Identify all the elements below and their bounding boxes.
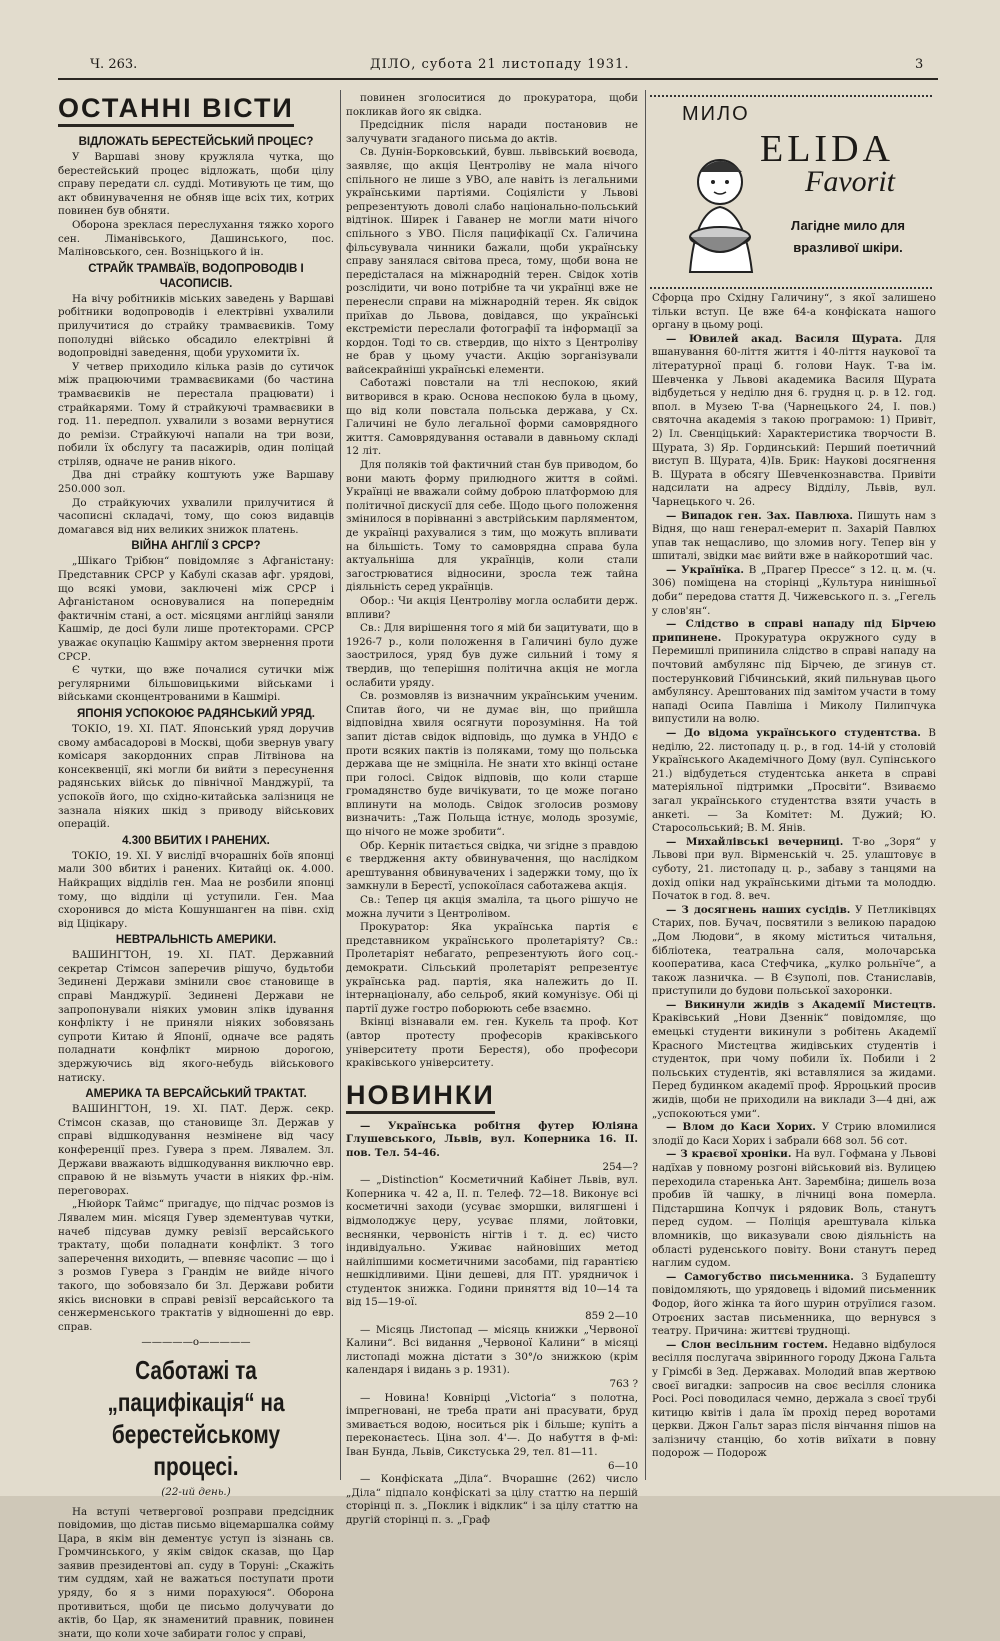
news-lead: — Слон весільним гостем. bbox=[666, 1339, 828, 1351]
news-lead: — Самогубство письменника. bbox=[666, 1271, 854, 1283]
masthead-date: ДІЛО, субота 21 листопаду 1931. bbox=[370, 57, 629, 72]
news-lead: — З досягнень наших сусідів. bbox=[666, 904, 850, 916]
news-text: Для вшанування 60-ліття життя і 40-ліття наукової та літературної праці б. голови Наук. Т-ва ім. Шевченка у Львові академика Василя Щурата відбудеться у неділю дня 6. грудня ц. р. в 12. год. впол. в Музею Т-ва (Чарнецького 24, І. пов.) святочна академія з такою програмою: 1) Привіт, 2) Іл. Свенціцький: Характеристика творчости В. Щурата, 3) Яр. Гординський: Перший поетичний виступ В. Щурата, 4)Ів. Брик: Наукові досягнення В. Щурата в обсягу Шевченкознавства. Привіти надсилати на адресу Відділу, Львів, вул. Чарнецького ч. 26. bbox=[652, 333, 936, 508]
notice-number: 859 2—10 bbox=[346, 1310, 638, 1324]
header-rule bbox=[58, 78, 938, 80]
article-paragraph: Св. Дунін-Борковський, бувш. львівський воєвода, заявляє, що акція Центроліву не мала нічого спільного не лише з УВО, але навіть із легальними українськими партіями. Соціялісти у Львові репрезентують доволі слабо національно-польський відтінок. Ширек і Гаванер не могли мати нічого спільного з УВО. Після пацифікації Сх. Галичина фільсувувала чинники бажали, щоби українську справу занялася світова преса, тому, щоби вона не передісталася на міжнародній терен. Свідок хотів розслідити, чи воно потрібне та чи українці вже не перенесли справи на міжнародній терен. Як свідок приїхав до Львова, довідався, що українські екстремісти переслали фотографії та інформації за кордон. Тоді то св. ствердив, що ніхто з Центроліву не брав у цьому участи. Акцію зорганізували вайсекрайніші українські елементи. bbox=[346, 146, 638, 377]
news-lead: — До відома українського студентства. bbox=[666, 727, 921, 739]
article-paragraph: ТОКІО, 19. XI. У вислідї вчорашніх боїв японці мали 300 вбитих і ранених. Китайці ок. 4.000. Найкращих відділів ген. Маа не розбили японці тому, що відділи ці уступили. Ген. Маа схоронився до міста Кошуншанген на півн. схід від Ціцікару. bbox=[58, 850, 334, 932]
notice-item: — Новина! Ковнірці „Victoria“ з полотна, імпрегновані, не треба прати ані прасувати, бруд змивається водою, носиться рік і більше; купіть а переконаєтесь. Ціна зол. 4'—. До набуття в ф-мі: Іван Бунда, Львів, Сикстуська 29, тел. 81—11. bbox=[346, 1392, 638, 1460]
article-paragraph: „Шікаго Трібюн“ повідомляє з Афганістану: Представник СРСР у Кабулі сказав афг. урядові, що всякі умови, заключені між СРСР і Афганістаном основувалися на попереднім фактичнім стані, а ост. місяцями англійці заняли Кашмір, де досі були лише протекторами. СРСР уважає окупацію Кашміру актом звернення проти СРСР. bbox=[58, 555, 334, 664]
article-paragraph: ВАШИНГТОН, 19. XI. ПАТ. Держ. секр. Стімсон сказав, що становище Зл. Держав у справі відшкодування незмінене від часу конференції през. Гувера з прем. Лявалем. Зл. Держави вважають відшкодування виключно евр. справою й не візьмуть участи в ніяких фр.-нім. переговорах. bbox=[58, 1103, 334, 1198]
column-3 bbox=[652, 292, 936, 1482]
article-paragraph: Обор.: Чи акція Центроліву могла ослабити держ. впливи? bbox=[346, 595, 638, 622]
ad-tagline: Лагідне мило для вразливої шкіри. bbox=[778, 215, 918, 259]
article-paragraph: ТОКІО, 19. XI. ПАТ. Японський уряд доручив свому амбасадорові в Москві, щоби звернув увагу комісаря закордонних справ Літвінова на консеквенції, які могли би вийти з пересунення радянських військ до північної Манджурії, та успокоїв його, що східно-китайська залізниця не зазнала ніяких шкід з приводу військових операцій. bbox=[58, 723, 334, 832]
section-separator: —————o————— bbox=[58, 1336, 334, 1350]
news-text: На вул. Гофмана у Львові надїхав у повному розгоні військовий віз. Вулицею переходила старенька Ант. Зарембіна; дишель воза пробив їй чашку, в лічниці вона померла. Підстаршина Копчук і рядовик Воль, станутъ перед судом. — Поліція арештувала кілька вломників, що виказували свою діяльність на області руденського повіту. Вони станутъ перед наглим судом. bbox=[652, 1148, 936, 1269]
article-paragraph: Саботажі повстали на тлі неспокою, який витворився в краю. Основа неспокою була в цьому, що від коли повстала польська держава, у Сх. Галичині не було легальної форми самоврядного життя. Самоврядування оставали в давньому складі 12 літ. bbox=[346, 377, 638, 459]
notice-number: 763 ? bbox=[346, 1378, 638, 1392]
article-headline: ВІЙНА АНГЛІЇ З СРСР? bbox=[58, 539, 334, 554]
article-paragraph: У Варшаві знову кружляла чутка, що берестейський процес відложать, щоби цілу справу передати сл. судді. Мотивують це тим, що акт обвинувачення не обняв іще всіх тих, котрих повинен був обняти. bbox=[58, 151, 334, 219]
ad-brand: ELIDA bbox=[760, 127, 894, 171]
article-headline: 4.300 ВБИТИХ І РАНЕНИХ. bbox=[58, 834, 334, 849]
article-paragraph: „Нюйорк Таймс“ пригадує, що підчас розмов із Лявалем мин. місяця Гувер здементував чутки, начеб підсував думку ревізії версайського трактату, щоби поладнати конфлікт. З того заперечення виходить, — впевняє часопис — що і з розмов Гувера з Грандім не вийде нічого такого, що зобовязало би Зл. Держави робити якісь висновки в справі ревізії версайського та сенжерменського трактатів у відношенні до евр. справ. bbox=[58, 1198, 334, 1334]
article-paragraph: На вступі четвергової розправи предсідник повідомив, що дістав письмо віцемаршалка сойму Цара, в якім він дементує уступ із зізнань св. Громчинського, у якім свідок сказав, що Цар заявив президентові ап. суду в Торуні: „Скажіть тим суддям, хай не важаться поступати проти уряду, бо я з ними порахуюся“. Оборона противиться, щоби це письмо долучувати до актів, бо Цар, як знаменитий правник, повинен знати, що коли хоче забирати голос у справі, bbox=[58, 1506, 334, 1641]
article-headline: ЯПОНІЯ УСПОКОЮЄ РАДЯНСЬКИЙ УРЯД. bbox=[58, 707, 334, 722]
news-lead: — Михайлівські вечерниці. bbox=[666, 836, 843, 848]
news-text: У Петликівцях Старих, пов. Бучач, посвятили з великою парадою „Дом Людови“, в якому міститься читальня, бібліотека, театральна саля, молочарська кооператива, каса Стефчика, „кулко рольнїче“, а також лазничка. — В Єзуполі, пов. Станиславів, приступили до будови польської захоронки. bbox=[652, 904, 936, 998]
news-text: Прокуратура окружного суду в Перемишлі припинила слідство в справі нападу на почтовий амбулянс під Бірчею, де згинув ст. постерунковий Гібчинський, який пильнував цього амбулянсу. Арештованих під замітом участи в тому нападі Осипа Павліша і Миколу Пилипчука випустили на волю. bbox=[652, 632, 936, 726]
page-number: 3 bbox=[915, 57, 923, 72]
notice-number: 6—10 bbox=[346, 1460, 638, 1474]
ad-label: МИЛО bbox=[682, 103, 750, 126]
column-1 bbox=[58, 92, 334, 1482]
news-lead: — Випадок ген. Зах. Павлюха. bbox=[666, 510, 853, 522]
article-paragraph: ВАШИНГТОН, 19. XI. ПАТ. Державний секретар Стімсон заперечив рішучо, будьтоби Зединені Держави змінили своє становище в справі Манджурії. Зединені Держави не запропонували ніяких умовин злікв ідування конфлікту і не приняли ніяких зобовязань супроти Китаю й Японії, одначе все радять поладнати конфлікт мирною дорогою, здержуючись від якого-небудь військового натиску. bbox=[58, 949, 334, 1085]
article-paragraph: На вічу робітників міських заведень у Варшаві робітники водопроводів і електрівні ухвалили прилучитися до страйку трамваєвиків. Тому пополудні військо обсадило електрівні й водопровідні заведення, щоби урухомити їх. bbox=[58, 293, 334, 361]
article-paragraph: До страйкуючих ухвалили прилучитися й часописні складачі, тому, що союз видавців домагався від них великих знижок платень. bbox=[58, 497, 334, 538]
notice-item: — Конфіската „Діла“. Вчорашнє (262) число „Діла“ підпало конфіскаті за цілу статтю на першій сторінці п. з. „Поклик і відклик“ і за цілу статтю на другій сторінці п. з. „Граф bbox=[346, 1473, 638, 1527]
news-lead: — Українїка. bbox=[666, 564, 744, 576]
news-lead: — З краєвої хроніки. bbox=[666, 1148, 791, 1160]
news-text: З Будапешту повідомляють, що урядовець і відомий письменник Фодор, його жінка та його шурин отруїлися газом. Отроєних застав письменника, що вернувся з театру. Причина: життєві труднощі. bbox=[652, 1271, 936, 1337]
news-text: Недавно відбулося весілля послугача звіринного городу Джона Гальта у Грімсбі в Зед. Державах. Молодий впав жертвою своєї вигадки: запросив на своє весілля слоника Росі. Росі поводилася чемно, держала з своєї трубі китицю квітів і дала їм прохід перед воротами церкви. Джон Гальт зараз після вінчання пішов на залізничу станцію, бо хотів виїхати в повну подорож — Подорож bbox=[652, 1339, 936, 1460]
news-text: Пишуть нам з Відня, що наш генерал-емерит п. Захарій Павлюх упав так нещасливо, що зломив ногу. Тепер він у шпиталі, звідки має вийти вже в найкоротший час. bbox=[652, 510, 936, 563]
article-paragraph: Сфорца про Східну Галичину“, з якої залишено тільки вступ. Це вже 64-а конфіската нашого органу в цьому році. bbox=[652, 292, 936, 333]
notice-item: — Місяць Листопад — місяць книжки „Червоної Калини“. Всі видання „Червоної Калини“ в місяці листопаді можна дістати з 30°/о знижкою (крім календаря і видань з р. 1931). bbox=[346, 1324, 638, 1378]
notice-item: — „Distinction“ Косметичний Кабінет Львів, вул. Коперника ч. 42 а, II. п. Телеф. 72—18. Виконує всі косметичні заходи (усуває зморшки, вилягшені і відмолоджує церу, усуває плями, лойтовки, веснянки, червоність нігтів і т. д. ес) чисто індивідуально. Уживає найновіших метод найліпшими косметичними засобами, під гарантією нешкідливими. Ціни дешеві, для ПТ. урядничок і студенток знижка. Години приняття від 10—14 та від 15—19-ої. bbox=[346, 1174, 638, 1310]
news-lead: — Ювилей акад. Василя Щурата. bbox=[666, 333, 902, 345]
issue-number: Ч. 263. bbox=[90, 57, 137, 72]
feature-subtitle: (22-ий день.) bbox=[58, 1486, 334, 1500]
article-paragraph: Для поляків той фактичний стан був приводом, бо вони мають форму прилюдного життя в соймі. Українці не вважали сойму доброю платформою для політичної дискусії для себе. Щодо цього положення змінилося в порівнанні з австрійським парляментом, де українці рахувалися з тим, що можуть впливати на більшість. Тому то самоврядна справа була актуальніша для українців, коли стали загострюватися відносини, зросла теж тайна діяльність серед українців. bbox=[346, 459, 638, 595]
ad-script: Favorit bbox=[805, 165, 895, 199]
article-headline: АМЕРИКА ТА ВЕРСАЙСЬКИЙ ТРАКТАТ. bbox=[58, 1087, 334, 1102]
article-headline: НЕВТРАЛЬНІСТЬ АМЕРИКИ. bbox=[58, 933, 334, 948]
notice-item: — Українська робітня футер Юліяна Глушевського, Львів, вул. Коперника 16. II. пов. Тел. 54-46. bbox=[346, 1120, 638, 1161]
news-lead: — Викинули жидів з Академії Мистецтв. bbox=[666, 999, 936, 1011]
column-divider bbox=[645, 90, 646, 1480]
soap-advertisement bbox=[650, 95, 932, 289]
news-text: В „Прагер Прессе“ з 12. ц. м. (ч. 306) поміщена на сторінці „Культура нинішньої доби“ передова стаття Д. Чижевського п. з. „Гегель у слов'ян“. bbox=[652, 564, 936, 617]
column-divider bbox=[340, 90, 341, 1480]
article-paragraph: Обр. Кернік питається свідка, чи згідне з правдою є твердження акту обвинувачення, що наслідком арештування обвинувачених і задержки тому, що їх замкнули в Берестї, успокоїлася саботажева акція. bbox=[346, 840, 638, 894]
notice-number: 254—? bbox=[346, 1161, 638, 1175]
news-text: У Стрию вломилися злодії до Каси Хорих і забрали 668 зол. 56 сот. bbox=[652, 1121, 936, 1147]
article-paragraph: Предсідник після наради постановив не залучувати згаданого письма до актів. bbox=[346, 119, 638, 146]
news-text: Т-во „Зоря“ у Львові при вул. Вірменській ч. 25. улаштовує в суботу, 21. листопаду ц. р., забаву з танцями на дохід опіки над українськими дітьми та молоддю. Початок в год. 8. веч. bbox=[652, 836, 936, 902]
feature-headline: Саботажі та „пацифікація“ на берестейському процесі. bbox=[86, 1354, 307, 1482]
news-text: Краківський „Нови Дзеннік“ повідомляє, що емецькі студенти викинули з робітень Академії Красного Мистецтва жидівських студентів і студенток, при чому побили їх. Побили і 2 польських студентів, які вставлялися за жидами. Перед будинком академії проф. Ярроцький просив жидів, щоби не приходили на виклади 3—4 дні, аж „успокоються уми“. bbox=[652, 1012, 936, 1119]
news-lead: — Слідство в справі нападу під Бірчею припинене. bbox=[652, 618, 936, 644]
article-paragraph: Є чутки, що вже почалися сутички між регулярними більшовицькими військами і військами сконцентрованими в Кашмірі. bbox=[58, 664, 334, 705]
section-banner-news: НОВИНКИ bbox=[346, 1079, 495, 1114]
article-paragraph: Св.: Тепер ця акція змаліла, та цього рішучо не можна лучити з Центролівом. bbox=[346, 894, 638, 921]
article-paragraph: Оборона зреклася переслухання тяжко хорого сен. Ліманівського, Дашинського, пос. Маліновського, сен. Возніцького й ін. bbox=[58, 219, 334, 260]
article-paragraph: Прокуратор: Яка українська партія є представником українського пролетаріяту? Св.: Пролетаріят небагато, репрезентують його соц.-демократи. Сільський пролетаріят репрезентує українська рад. партія, яка належить до ІІ. інтернаціоналу, або сельроб, який комунізує. Обі ці партії дуже гостро поборюють себе взаємно. bbox=[346, 921, 638, 1016]
article-headline: ВІДЛОЖАТЬ БЕРЕСТЕЙСЬКИЙ ПРОЦЕС? bbox=[58, 135, 334, 150]
section-banner-latest-news: ОСТАННІ ВІСТИ bbox=[58, 92, 294, 127]
article-paragraph: У четвер приходило кілька разів до сутичок між працюючими трамваєвиками (бо частина трамваєвиків не перестала працювати) і страйкарями. Тому й страйкуючі трамваєвики в год. 11. передпол. ухвалили з возами вернутися до ремізи. Страйкуючі напали на три вози, побили їх обслугу та пасажирів, один поліцай стріляв, одначе не ранив нікого. bbox=[58, 361, 334, 470]
article-paragraph: Св.: Для вирішення того я мій би зацитувати, що в 1926-7 р., коли положення в Галичині було дуже заострилося, уряд був дуже сильний і тому я твердив, що теперішня політична акція не могла ослабити уряду. bbox=[346, 622, 638, 690]
news-lead: — Влом до Каси Хорих. bbox=[666, 1121, 816, 1133]
article-paragraph: Два дні страйку коштують уже Варшаву 250.000 зол. bbox=[58, 469, 334, 496]
column-2 bbox=[346, 92, 638, 1482]
article-paragraph: Св. розмовляв із визначним українським ученим. Спитав його, чи не думає він, що прийшла відповідна хвиля осягнути порозуміння. На той запит дістав свідок відповідь, що думка в УНДО є проти всяких пактів із поляками, тому що польська держава ще не зміцніла. Не знати хто вкінці остане при голосі. Свідок відповів, що коли старше громадянство буде вичікувати, то це може погано вплинути на молодь. Свідок зголосив розмову визначить: „Таж Польща істнує, молодь зрозуміє, що нічого не може зробити“. bbox=[346, 690, 638, 840]
page-header bbox=[70, 55, 930, 77]
article-paragraph: Вкінці візнавали ем. ген. Кукель та проф. Кот (автор протесту професорів краківського університету проти Берестя), обо професори краківського університету. bbox=[346, 1016, 638, 1070]
child-with-bowl-illustration bbox=[670, 152, 770, 282]
article-paragraph: повинен зголоситися до прокуратора, щоби покликав його як свідка. bbox=[346, 92, 638, 119]
news-text: В неділю, 22. листопаду ц. р., в год. 14-ій у столовій Українського Академічного Дому (вул. Супінського 21.) відбудеться студентська анкета в справі матеріяльної підтримки „Просвіти“. Взиваємо загал українського студентства взяти участь в анкеті. — За Комітет: М. Дужий; Ю. Старосольський; В. М. Янів. bbox=[652, 727, 936, 834]
article-headline: СТРАЙК ТРАМВАЇВ, ВОДОПРОВОДІВ І ЧАСОПИСІВ. bbox=[58, 262, 334, 292]
